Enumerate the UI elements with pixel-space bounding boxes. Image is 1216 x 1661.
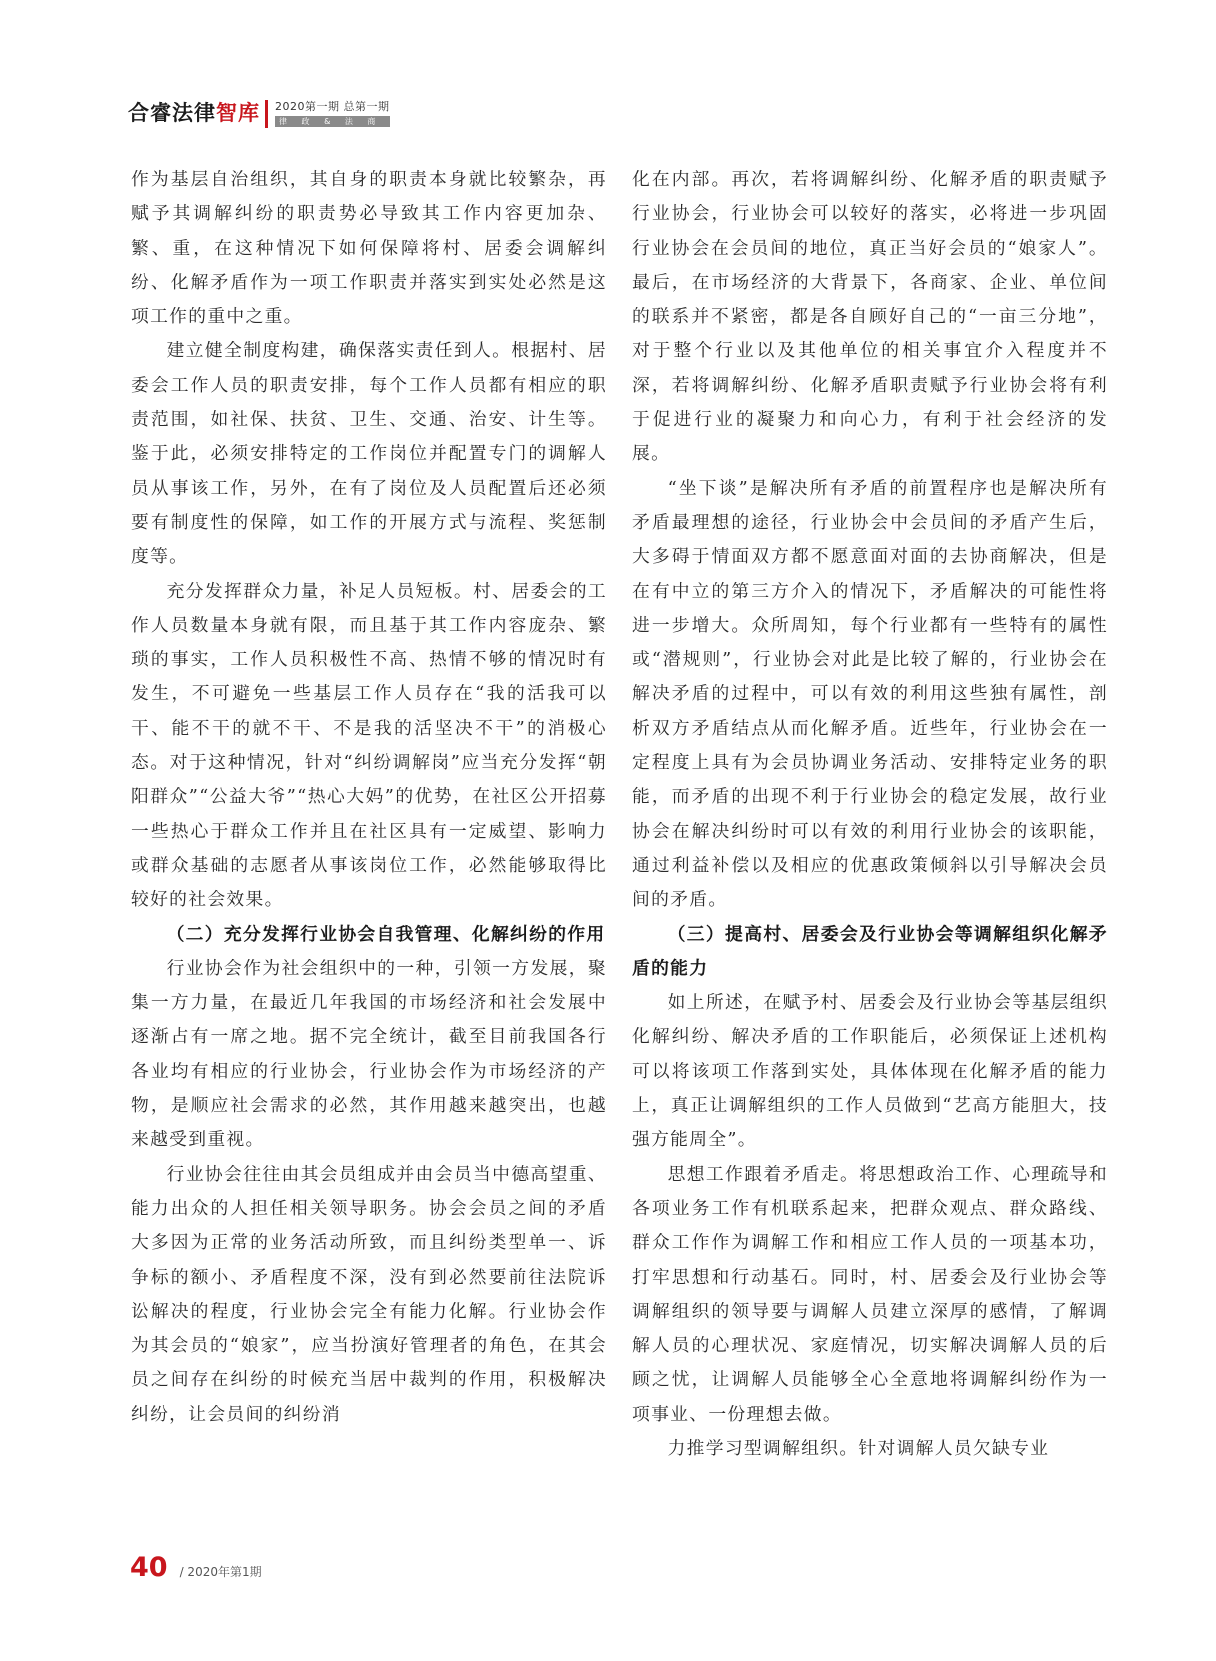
issue-info [275, 98, 390, 127]
footer-issue: / 2020年第1期 [179, 1565, 262, 1579]
section-heading: （三）提高村、居委会及行业协会等调解组织化解矛盾的能力 [632, 923, 1108, 979]
paragraph: 思想工作跟着矛盾走。将思想政治工作、心理疏导和各项业务工作有机联系起来，把群众观点、群众路线、群众工作作为调解工作和相应工作人员的一项基本功，打牢思想和行动基石。同时，村、居委会及行业协会等调解组织的领导要与调解人员建立深厚的感情，了解调解人员的心理状况、家庭情况，切实解决调解人员的后顾之忧，让调解人员能够全心全意地将调解纠纷作为一项事业、一份理想去做。 [632, 1163, 1108, 1425]
paragraph: 作为基层自治组织，其自身的职责本身就比较繁杂，再赋予其调解纠纷的职责势必导致其工作内容更加杂、繁、重，在这种情况下如何保障将村、居委会调解纠纷、化解矛盾作为一项工作职责并落实到实处必然是这项工作的重中之重。 [131, 169, 607, 328]
paragraph: 行业协会作为社会组织中的一种，引领一方发展，聚集一方力量，在最近几年我国的市场经济和社会发展中逐渐占有一席之地。据不完全统计，截至目前我国各行各业均有相应的行业协会，行业协会作为市场经济的产物，是顺应社会需求的必然，其作用越来越突出，也越来越受到重视。 [131, 957, 607, 1151]
journal-header [128, 98, 390, 132]
paragraph: 力推学习型调解组织。针对调解人员欠缺专业 [667, 1437, 1050, 1459]
paragraph: 行业协会往往由其会员组成并由会员当中德高望重、能力出众的人担任相关领导职务。协会会员之间的矛盾大多因为正常的业务活动所致，而且纠纷类型单一、诉争标的额小、矛盾程度不深，没有到必然要前往法院诉讼解决的程度，行业协会完全有能力化解。行业协会作为其会员的“娘家”，应当扮演好管理者的角色，在其会员之间存在纠纷的时候充当居中裁判的作用，积极解决纠纷，让会员间的纠纷消 [131, 1163, 607, 1425]
journal-brand [128, 98, 260, 128]
journal-subtitle: 律 政 & 法 商 [275, 116, 390, 127]
header-divider [265, 100, 268, 128]
right-column [632, 163, 1108, 1466]
section-heading: （二）充分发挥行业协会自我管理、化解纠纷的作用 [166, 923, 606, 945]
left-column [131, 163, 607, 1432]
paragraph: 充分发挥群众力量，补足人员短板。村、居委会的工作人员数量本身就有限，而且基于其工作内容庞杂、繁琐的事实，工作人员积极性不高、热情不够的情况时有发生，不可避免一些基层工作人员存在“我的活我可以干、能不干的就不干、不是我的活坚决不干”的消极心态。对于这种情况，针对“纠纷调解岗”应当充分发挥“朝阳群众”“公益大爷”“热心大妈”的优势，在社区公开招募一些热心于群众工作并且在社区具有一定威望、影响力或群众基础的志愿者从事该岗位工作，必然能够取得比较好的社会效果。 [131, 580, 607, 911]
brand-accent: 智库 [216, 101, 260, 125]
paragraph: “坐下谈”是解决所有矛盾的前置程序也是解决所有矛盾最理想的途径，行业协会中会员间的矛盾产生后，大多碍于情面双方都不愿意面对面的去协商解决，但是在有中立的第三方介入的情况下，矛盾解决的可能性将进一步增大。众所周知，每个行业都有一些特有的属性或“潜规则”，行业协会对此是比较了解的，行业协会在解决矛盾的过程中，可以有效的利用这些独有属性，剖析双方矛盾结点从而化解矛盾。近些年，行业协会在一定程度上具有为会员协调业务活动、安排特定业务的职能，而矛盾的出现不利于行业协会的稳定发展，故行业协会在解决纠纷时可以有效的利用行业协会的该职能，通过利益补偿以及相应的优惠政策倾斜以引导解决会员间的矛盾。 [632, 477, 1108, 911]
paragraph: 化在内部。再次，若将调解纠纷、化解矛盾的职责赋予行业协会，行业协会可以较好的落实，必将进一步巩固行业协会在会员间的地位，真正当好会员的“娘家人”。最后，在市场经济的大背景下，各商家、企业、单位间的联系并不紧密，都是各自顾好自己的“一亩三分地”，对于整个行业以及其他单位的相关事宜介入程度并不深，若将调解纠纷、化解矛盾职责赋予行业协会将有利于促进行业的凝聚力和向心力，有利于社会经济的发展。 [632, 169, 1108, 465]
page-number: 40 [130, 1552, 168, 1583]
page-footer [130, 1552, 262, 1583]
brand-main: 合睿法律 [128, 101, 216, 125]
paragraph: 如上所述，在赋予村、居委会及行业协会等基层组织化解纠纷、解决矛盾的工作职能后，必须保证上述机构可以将该项工作落到实处，具体体现在化解矛盾的能力上，真正让调解组织的工作人员做到“艺高方能胆大，技强方能周全”。 [632, 992, 1108, 1151]
issue-label: 2020第一期 总第一期 [275, 100, 390, 113]
paragraph: 建立健全制度构建，确保落实责任到人。根据村、居委会工作人员的职责安排，每个工作人员都有相应的职责范围，如社保、扶贫、卫生、交通、治安、计生等。鉴于此，必须安排特定的工作岗位并配置专门的调解人员从事该工作，另外，在有了岗位及人员配置后还必须要有制度性的保障，如工作的开展方式与流程、奖惩制度等。 [131, 340, 607, 568]
